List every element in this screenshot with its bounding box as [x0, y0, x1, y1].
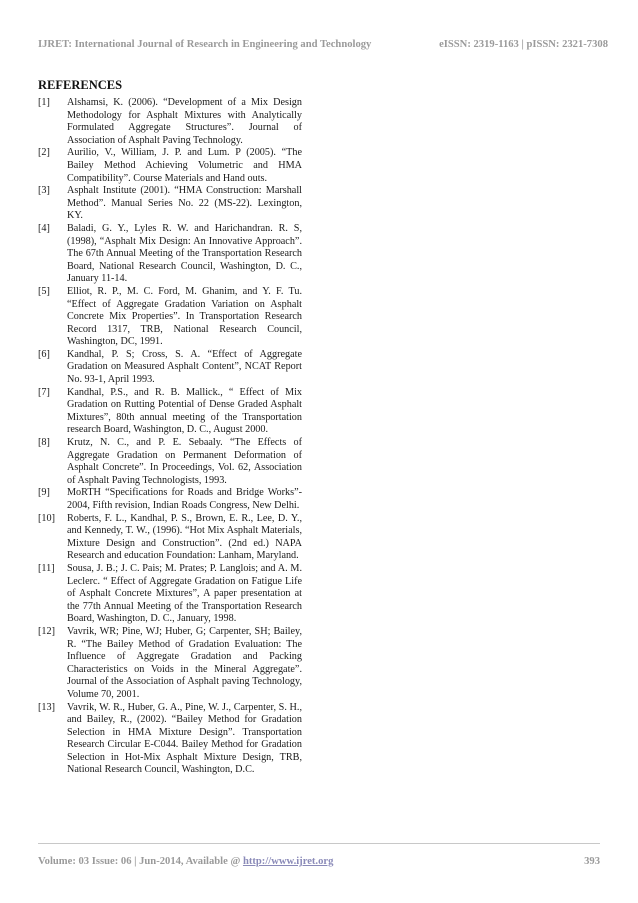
reference-number: [5]: [38, 285, 50, 297]
reference-item: [38, 349, 302, 387]
page-number: 393: [584, 856, 600, 867]
reference-item: [38, 437, 302, 487]
reference-item: [38, 513, 302, 563]
reference-number: [6]: [38, 348, 50, 360]
reference-text: Sousa, J. B.; J. C. Pais; M. Prates; P. Langlois; and A. M. Leclerc. “ Effect of Aggregate Gradation on Fatigue Life of Asphalt Concrete Mixtures”, A paper presentation at the 77th Annual Meeting of the Transportation Research Board, Washington, D. C., January, 1998.: [67, 562, 302, 625]
reference-number: [11]: [38, 562, 55, 574]
references-list: [38, 97, 302, 777]
reference-text: Asphalt Institute (2001). “HMA Construction: Marshall Method”. Manual Series No. 22 (MS-22). Lexington, KY.: [67, 185, 302, 222]
reference-text: Vavrik, W. R., Huber, G. A., Pine, W. J., Carpenter, S. H., and Bailey, R., (2002). “Bailey Method for Gradation Selection in HMA Mixture Design”. Transportation Research Circular E-C044. Bailey Method for Gradation Selection in Hot-Mix Asphalt Mixture Design, TRB, National Research Council, Washington, D.C.: [67, 701, 302, 776]
reference-item: [38, 223, 302, 286]
reference-text: Alshamsi, K. (2006). “Development of a Mix Design Methodology for Asphalt Mixtures with Analytically Formulated Aggregate Structures”. Journal of Association of Asphalt Paving Technology.: [67, 97, 302, 146]
reference-number: [7]: [38, 386, 50, 398]
reference-item: [38, 487, 302, 512]
reference-item: [38, 563, 302, 626]
reference-item: [38, 626, 302, 702]
journal-link[interactable]: http://www.ijret.org: [242, 856, 334, 867]
reference-item: [38, 387, 302, 437]
references-heading: REFERENCES: [38, 78, 123, 92]
page-footer: [38, 856, 600, 867]
reference-number: [12]: [38, 625, 55, 637]
reference-text: Elliot, R. P., M. C. Ford, M. Ghanim, and Y. F. Tu. “Effect of Aggregate Gradation Variation on Asphalt Concrete Mix Properties”. In Transportation Research Record 1317, TRB, National Research Council, Washington, DC, 1991.: [67, 285, 302, 348]
issn-info: eISSN: 2319-1163 | pISSN: 2321-7308: [439, 39, 608, 50]
reference-text: Krutz, N. C., and P. E. Sebaaly. “The Effects of Aggregate Gradation on Permanent Deformation of Asphalt Concrete”. In Proceedings, Vol. 62, Association of Asphalt Paving Technologists, 1993.: [67, 437, 302, 486]
reference-number: [8]: [38, 437, 50, 449]
reference-number: [9]: [38, 487, 50, 499]
reference-item: [38, 147, 302, 185]
reference-number: [1]: [38, 97, 50, 108]
reference-item: [38, 185, 302, 223]
reference-number: [4]: [38, 222, 50, 234]
reference-item: [38, 702, 302, 778]
reference-text: MoRTH “Specifications for Roads and Bridge Works”- 2004, Fifth revision, Indian Roads Congress, New Delhi.: [67, 487, 302, 511]
reference-text: Aurilio, V., William, J. P. and Lum. P (2005). “The Bailey Method Achieving Volumetric and HMA Compatibility”. Course Materials and Hand outs.: [67, 147, 302, 184]
footer-volume: Volume: 03 Issue: 06 | Jun-2014, Available @: [38, 856, 243, 867]
reference-text: Kandhal, P. S; Cross, S. A. “Effect of Aggregate Gradation on Measured Asphalt Content”, NCAT Report No. 93-1, April 1993.: [67, 348, 302, 386]
footer-info: [38, 856, 333, 867]
reference-text: Vavrik, WR; Pine, WJ; Huber, G; Carpenter, SH; Bailey, R. “The Bailey Method of Gradation Evaluation: The Influence of Aggregate Gradation and Packing Characteristics on Voids in the Mineral Aggregate”. Journal of the Association of Asphalt paving Technology, Volume 70, 2001.: [67, 625, 302, 700]
page-header: [38, 39, 608, 50]
reference-number: [2]: [38, 147, 50, 159]
reference-text: Roberts, F. L., Kandhal, P. S., Brown, E. R., Lee, D. Y., and Kennedy, T. W., (1996). “Hot Mix Asphalt Materials, Mixture Design and Construction”. (2nd ed.) NAPA Research and education Foundation: Lanham, Maryland.: [67, 512, 302, 562]
reference-item: [38, 286, 302, 349]
reference-text: Baladi, G. Y., Lyles R. W. and Harichandran. R. S, (1998), “Asphalt Mix Design: An Innovative Approach”. The 67th Annual Meeting of the Transportation Research Board, National Research Council, Washington, D. C., January 11-14.: [67, 222, 302, 285]
footer-divider: [38, 843, 600, 844]
reference-number: [13]: [38, 701, 55, 713]
reference-text: Kandhal, P.S., and R. B. Mallick., “ Effect of Mix Gradation on Rutting Potential of Dense Graded Asphalt Mixtures”, 80th annual meeting of the Transportation research Board, Washington, D. C., August 2000.: [67, 386, 302, 436]
reference-number: [3]: [38, 185, 50, 197]
reference-number: [10]: [38, 512, 55, 524]
journal-title: IJRET: International Journal of Research in Engineering and Technology: [38, 39, 372, 50]
reference-item: [38, 97, 302, 147]
